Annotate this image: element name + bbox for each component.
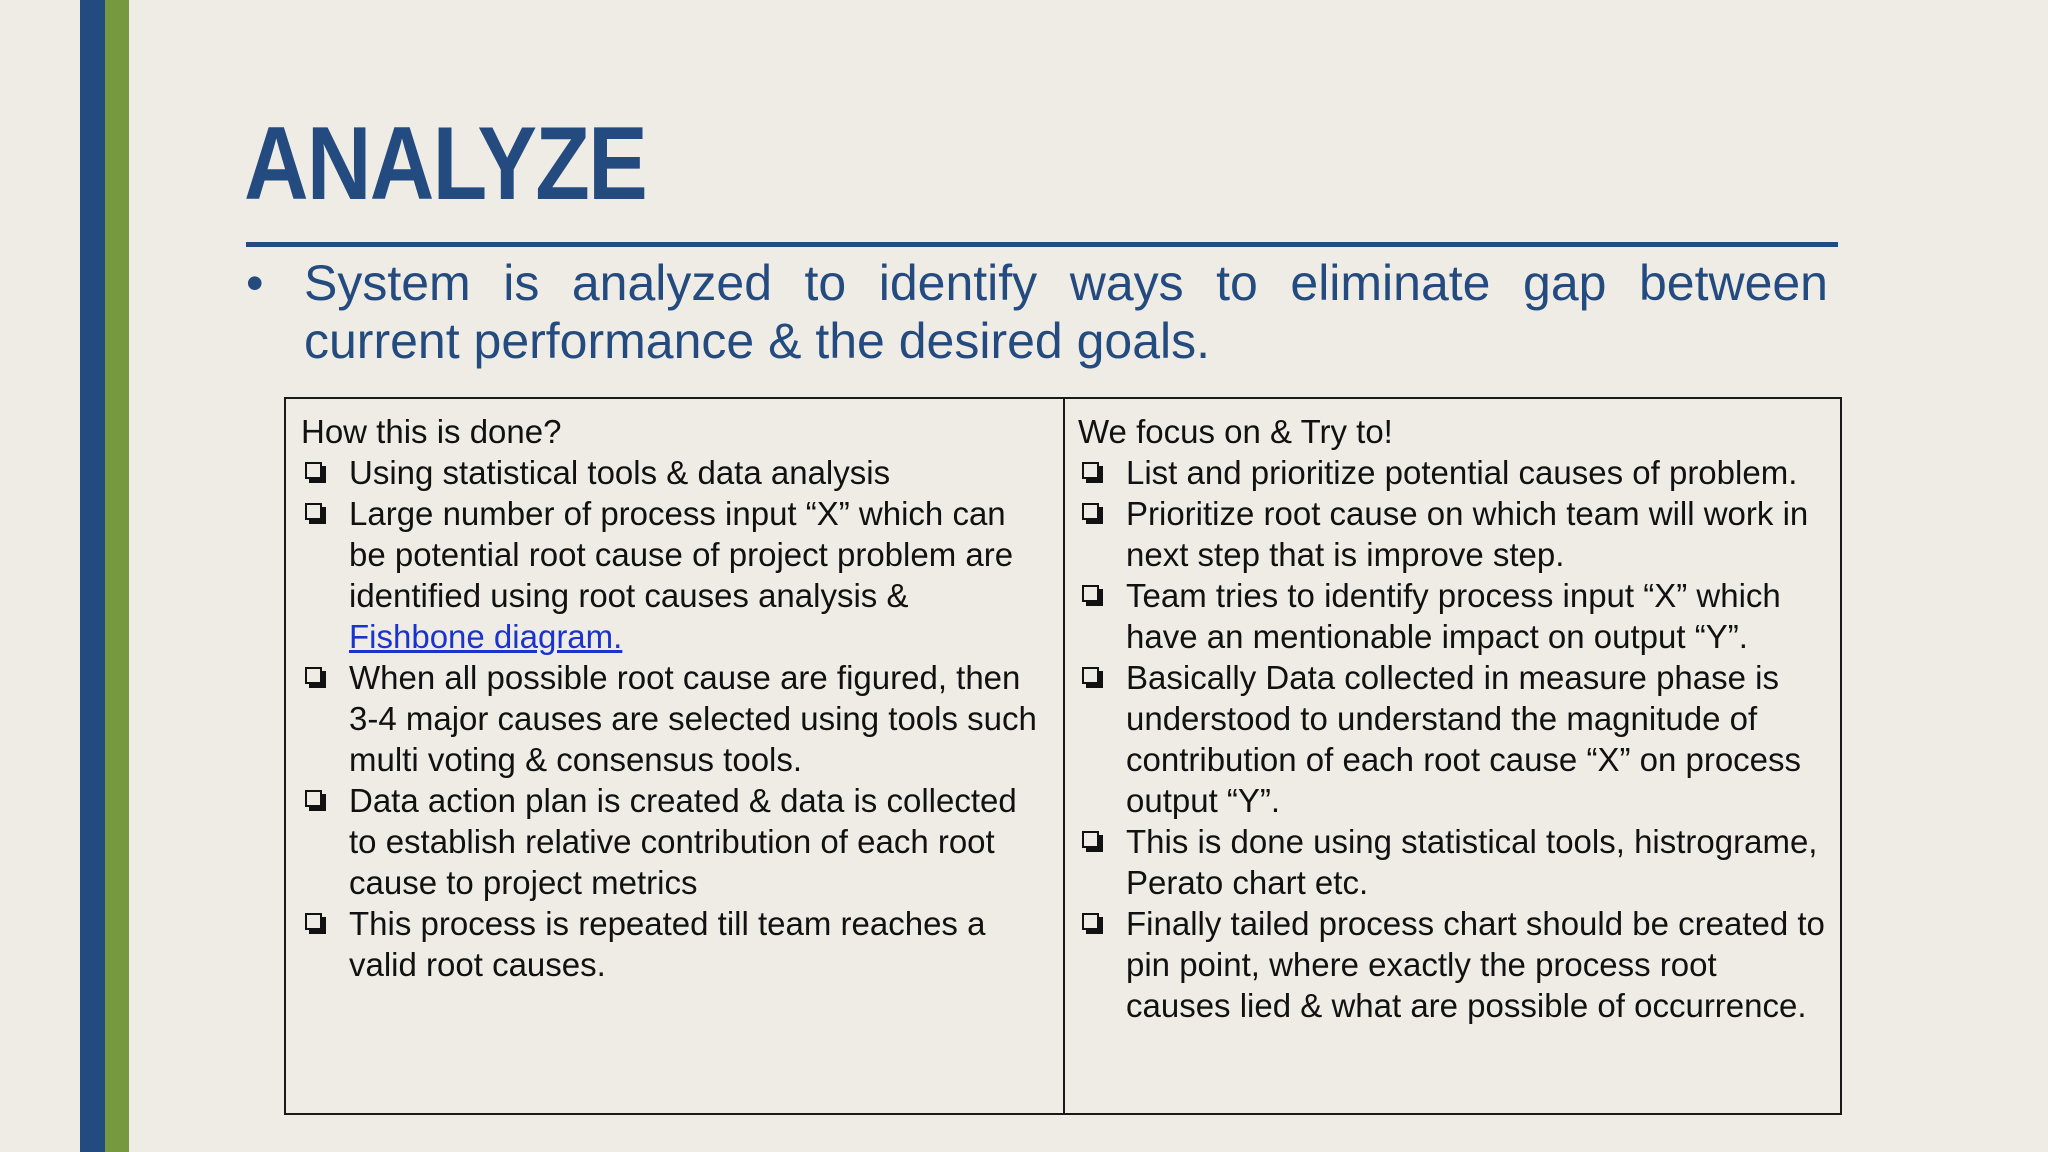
left-item-list [301, 452, 1051, 985]
checkbox-bullet-icon [301, 493, 349, 657]
list-item: Prioritize root cause on which team will work in next step that is improve step. [1078, 493, 1828, 575]
summary-text [304, 254, 1828, 370]
column-header-right: We focus on & Try to! [1078, 413, 1393, 450]
checkbox-bullet-icon [1078, 821, 1126, 903]
list-item-text: Large number of process input “X” which can be potential root cause of project problem are identified using root causes analysis & [349, 495, 1014, 614]
left-accent-bar-green [105, 0, 129, 1152]
checkbox-bullet-icon [1078, 575, 1126, 657]
list-item: Finally tailed process chart should be created to pin point, where exactly the process root causes lied & what are possible of occurrence. [1078, 903, 1828, 1026]
list-item: When all possible root cause are figured, then 3-4 major causes are selected using tools such multi voting & consensus tools. [301, 657, 1051, 780]
list-item [301, 493, 1051, 657]
right-item-list [1078, 452, 1828, 1026]
checkbox-bullet-icon [301, 903, 349, 985]
list-item: Using statistical tools & data analysis [301, 452, 1051, 493]
column-header-left: How this is done? [301, 413, 562, 450]
checkbox-bullet-icon [1078, 493, 1126, 575]
list-item: This is done using statistical tools, histrograme, Perato chart etc. [1078, 821, 1828, 903]
summary-bullet [246, 254, 1828, 370]
slide-title: ANALYZE [244, 106, 647, 222]
list-item: List and prioritize potential causes of problem. [1078, 452, 1828, 493]
list-item: This process is repeated till team reaches a valid root causes. [301, 903, 1051, 985]
content-table [284, 397, 1842, 1115]
table-column-left [286, 399, 1065, 1113]
list-item: Team tries to identify process input “X” which have an mentionable impact on output “Y”. [1078, 575, 1828, 657]
checkbox-bullet-icon [1078, 903, 1126, 1026]
checkbox-bullet-icon [301, 780, 349, 903]
title-underline [246, 242, 1838, 247]
fishbone-diagram-link[interactable]: Fishbone diagram. [349, 618, 623, 655]
table-column-right [1065, 399, 1840, 1113]
summary-line-1: System is analyzed to identify ways to eliminate gap between [304, 255, 1828, 311]
list-item: Basically Data collected in measure phase is understood to understand the magnitude of contribution of each root cause “X” on process output “Y”. [1078, 657, 1828, 821]
checkbox-bullet-icon [301, 657, 349, 780]
list-item: Data action plan is created & data is collected to establish relative contribution of each root cause to project metrics [301, 780, 1051, 903]
checkbox-bullet-icon [1078, 452, 1126, 493]
summary-line-2: current performance & the desired goals. [304, 313, 1211, 369]
checkbox-bullet-icon [301, 452, 349, 493]
checkbox-bullet-icon [1078, 657, 1126, 821]
left-accent-bar-blue [80, 0, 105, 1152]
bullet-dot-icon: • [246, 255, 264, 311]
